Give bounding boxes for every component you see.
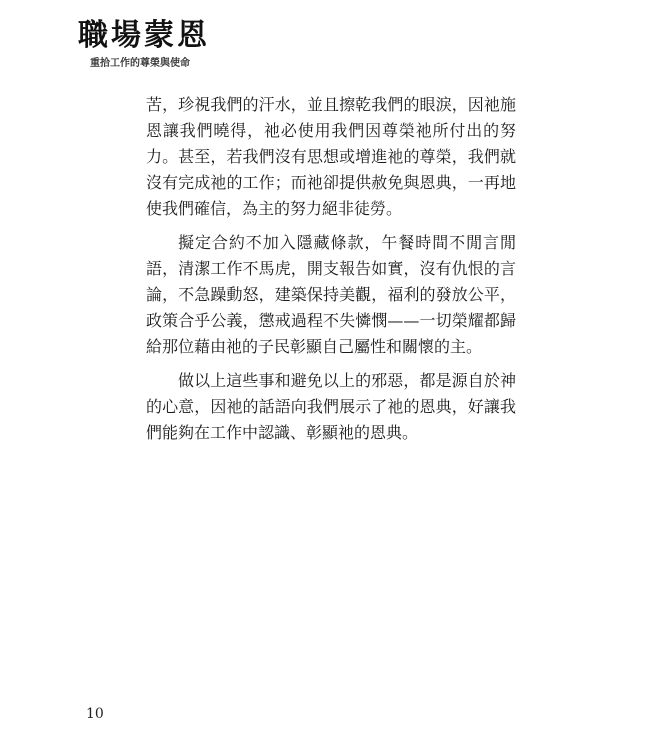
paragraph: 擬定合約不加入隱藏條款，午餐時間不閒言閒語，清潔工作不馬虎，開支報告如實，沒有仇恨的言論，不急躁動怒，建築保持美觀，福利的發放公平，政策合乎公義，懲戒過程不失憐憫——一切榮耀都歸給那位藉由祂的子民彰顯自己屬性和關懷的主。 — [146, 233, 516, 356]
book-subtitle: 重拾工作的尊榮與使命 — [90, 58, 190, 69]
body-text — [146, 92, 516, 454]
paragraph: 做以上這些事和避免以上的邪惡，都是源自於神的心意，因祂的話語向我們展示了祂的恩典，好讓我們能夠在工作中認識、彰顯祂的恩典。 — [146, 371, 516, 442]
paragraph-continued: 苦，珍視我們的汗水，並且擦乾我們的眼淚，因祂施恩讓我們曉得，祂必使用我們因尊榮祂所付出的努力。甚至，若我們沒有思想或增進祂的尊榮，我們就沒有完成祂的工作；而祂卻提供赦免與恩典，一再地使我們確信，為主的努力絕非徒勞。 — [146, 95, 516, 218]
page-number: 10 — [86, 706, 104, 722]
running-header — [78, 18, 210, 69]
book-title: 職場蒙恩 — [78, 18, 210, 53]
